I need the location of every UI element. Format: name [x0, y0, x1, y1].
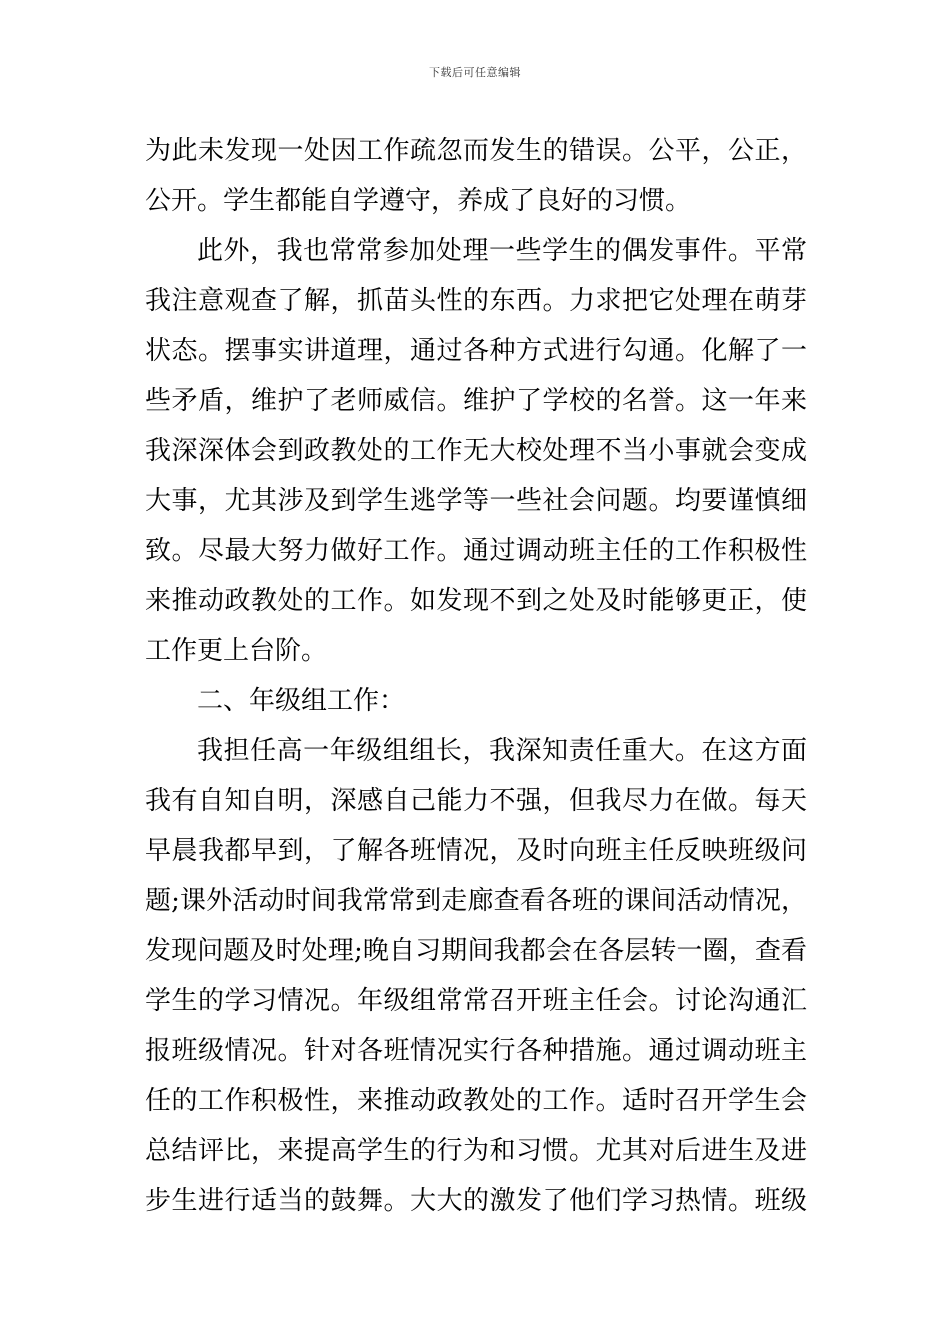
paragraph-line: 我有自知自明，深感自己能力不强，但我尽力在做。每天	[145, 786, 807, 816]
paragraph-line: 步生进行适当的鼓舞。大大的激发了他们学习热情。班级	[145, 1186, 807, 1216]
paragraph-line: 为此未发现一处因工作疏忽而发生的错误。公平，公正，	[145, 136, 807, 166]
paragraph-line: 总结评比，来提高学生的行为和习惯。尤其对后进生及进	[145, 1136, 807, 1166]
paragraph-line: 公开。学生都能自学遵守，养成了良好的习惯。	[145, 186, 692, 216]
paragraph-line: 发现问题及时处理;晚自习期间我都会在各层转一圈，查看	[145, 936, 807, 966]
paragraph-line: 我注意观查了解，抓苗头性的东西。力求把它处理在萌芽	[145, 286, 807, 316]
paragraph-line: 我担任高一年级组组长，我深知责任重大。在这方面	[197, 736, 807, 766]
paragraph-line: 工作更上台阶。	[145, 636, 328, 666]
paragraph-line: 学生的学习情况。年级组常常召开班主任会。讨论沟通汇	[145, 986, 807, 1016]
paragraph-line: 报班级情况。针对各班情况实行各种措施。通过调动班主	[145, 1036, 807, 1066]
paragraph-line: 大事，尤其涉及到学生逃学等一些社会问题。均要谨慎细	[145, 486, 807, 516]
section-heading: 二、年级组工作：	[197, 686, 406, 716]
paragraph-line: 此外，我也常常参加处理一些学生的偶发事件。平常	[197, 236, 807, 266]
paragraph-line: 早晨我都早到，了解各班情况，及时向班主任反映班级问	[145, 836, 807, 866]
paragraph-line: 题;课外活动时间我常常到走廊查看各班的课间活动情况，	[145, 886, 807, 916]
page-header: 下载后可任意编辑	[429, 66, 521, 79]
paragraph-line: 状态。摆事实讲道理，通过各种方式进行勾通。化解了一	[145, 336, 807, 366]
paragraph-line: 来推动政教处的工作。如发现不到之处及时能够更正，使	[145, 586, 807, 616]
paragraph-line: 我深深体会到政教处的工作无大校处理不当小事就会变成	[145, 436, 807, 466]
paragraph-line: 些矛盾，维护了老师威信。维护了学校的名誉。这一年来	[145, 386, 807, 416]
body-text	[145, 126, 807, 1226]
paragraph-line: 任的工作积极性，来推动政教处的工作。适时召开学生会	[145, 1086, 807, 1116]
paragraph-line: 致。尽最大努力做好工作。通过调动班主任的工作积极性	[145, 536, 807, 566]
